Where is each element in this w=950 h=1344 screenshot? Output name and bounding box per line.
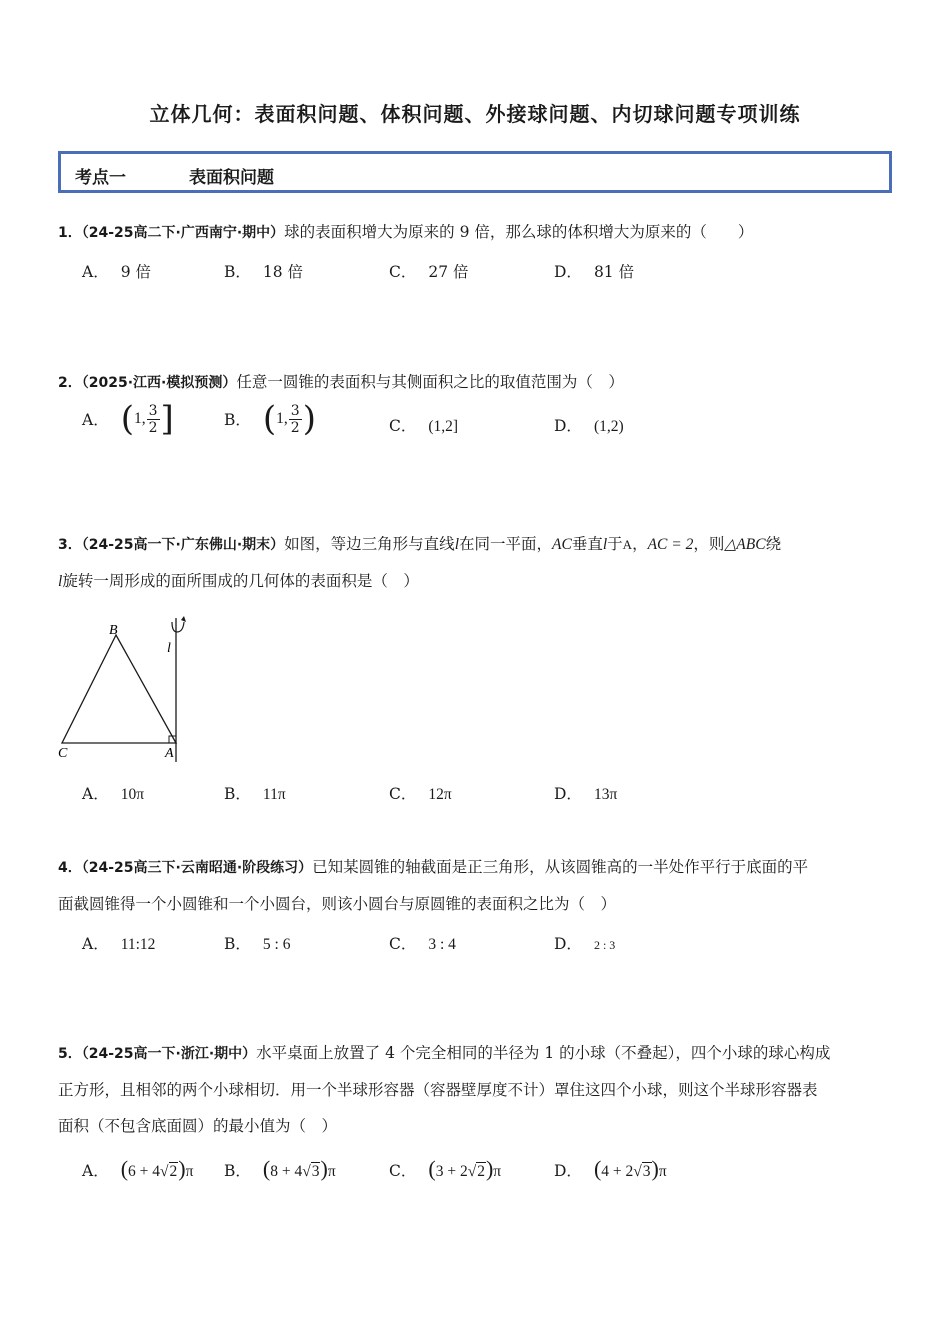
option-b[interactable]: B． 11π	[224, 785, 286, 803]
option-a[interactable]: A． (6 + 4√2)π	[82, 1156, 194, 1181]
question-source: （24-25高一下·浙江·期中）	[81, 1046, 257, 1062]
question-3: 3．（24-25高一下·广东佛山·期末）如图，等边三角形与直线l在同一平面，AC垂直l于A，AC = 2，则△ABC绕 l旋转一周形成的面所围成的几何体的表面积是（ ）	[58, 535, 782, 590]
option-a[interactable]: A． 9 倍	[82, 263, 151, 281]
option-c[interactable]: C． (3 + 2√2)π	[389, 1156, 502, 1181]
option-d[interactable]: D． 2 : 3	[554, 935, 616, 953]
section-number: 考点一	[75, 168, 126, 188]
question-number: 1．	[58, 225, 82, 241]
question-source: （2025·江西·模拟预测）	[81, 375, 237, 391]
option-c[interactable]: C． (1,2]	[389, 417, 459, 435]
options-2	[82, 399, 882, 448]
label-b: B	[109, 623, 118, 638]
triangle-abc	[62, 635, 176, 743]
option-a[interactable]: A． (1, $\frac{3}{2}$ ]	[82, 399, 174, 439]
options-3	[82, 782, 882, 822]
option-d[interactable]: D． 81 倍	[554, 263, 635, 281]
option-b[interactable]: B． (1, $\frac{3}{2}$ )	[224, 399, 316, 439]
option-d[interactable]: D． 13π	[554, 785, 618, 803]
question-1	[58, 214, 898, 251]
triangle-figure	[50, 612, 210, 764]
question-2	[58, 364, 898, 401]
label-c: C	[58, 746, 68, 761]
section-name: 表面积问题	[189, 168, 274, 188]
question-5: 5．（24-25高一下·浙江·期中）水平桌面上放置了 4 个完全相同的半径为 1 的小球（不叠起），四个小球的球心构成 正方形，且相邻的两个小球相切．用一个半球形容器（容器壁厚度不计）罩住这四个小球，则这个半球形容器表 面积（不包含底面圆）的最小值为（ ）	[58, 1044, 831, 1135]
question-source: （24-25高三下·云南昭通·阶段练习）	[81, 860, 313, 876]
question-source: （24-25高一下·广东佛山·期末）	[81, 537, 285, 553]
label-l: l	[167, 641, 171, 656]
option-a[interactable]: A． 11:12	[82, 935, 156, 953]
option-c[interactable]: C． 27 倍	[389, 263, 469, 281]
question-number: 2．	[58, 375, 82, 391]
label-a: A	[165, 746, 174, 761]
question-text: 任意一圆锥的表面积与其侧面积之比的取值范围为（ ）	[236, 373, 624, 391]
options-5	[82, 1156, 882, 1196]
question-number: 3．	[58, 537, 82, 553]
option-c[interactable]: C． 3 : 4	[389, 935, 456, 953]
question-number: 4．	[58, 860, 82, 876]
option-b[interactable]: B． (8 + 4√3)π	[224, 1156, 336, 1181]
option-a[interactable]: A． 10π	[82, 785, 145, 803]
option-d[interactable]: D． (1,2)	[554, 417, 624, 435]
question-4: 4．（24-25高三下·云南昭通·阶段练习）已知某圆锥的轴截面是正三角形，从该圆锥高的一半处作平行于底面的平 面截圆锥得一个小圆锥和一个小圆台，则该小圆台与原圆锥的表面积之比为（ ）	[58, 858, 809, 913]
options-1	[82, 260, 882, 300]
option-d[interactable]: D． (4 + 2√3)π	[554, 1156, 667, 1181]
options-4	[82, 932, 882, 972]
option-c[interactable]: C． 12π	[389, 785, 452, 803]
section-header	[58, 151, 892, 193]
question-number: 5．	[58, 1046, 82, 1062]
page-title: 立体几何：表面积问题、体积问题、外接球问题、内切球问题专项训练	[149, 102, 801, 126]
question-text: 球的表面积增大为原来的 9 倍，那么球的体积增大为原来的（ ）	[284, 223, 754, 241]
option-b[interactable]: B． 18 倍	[224, 263, 304, 281]
question-source: （24-25高二下·广西南宁·期中）	[81, 225, 285, 241]
rotation-arrow-icon	[172, 622, 184, 632]
option-b[interactable]: B． 5 : 6	[224, 935, 291, 953]
